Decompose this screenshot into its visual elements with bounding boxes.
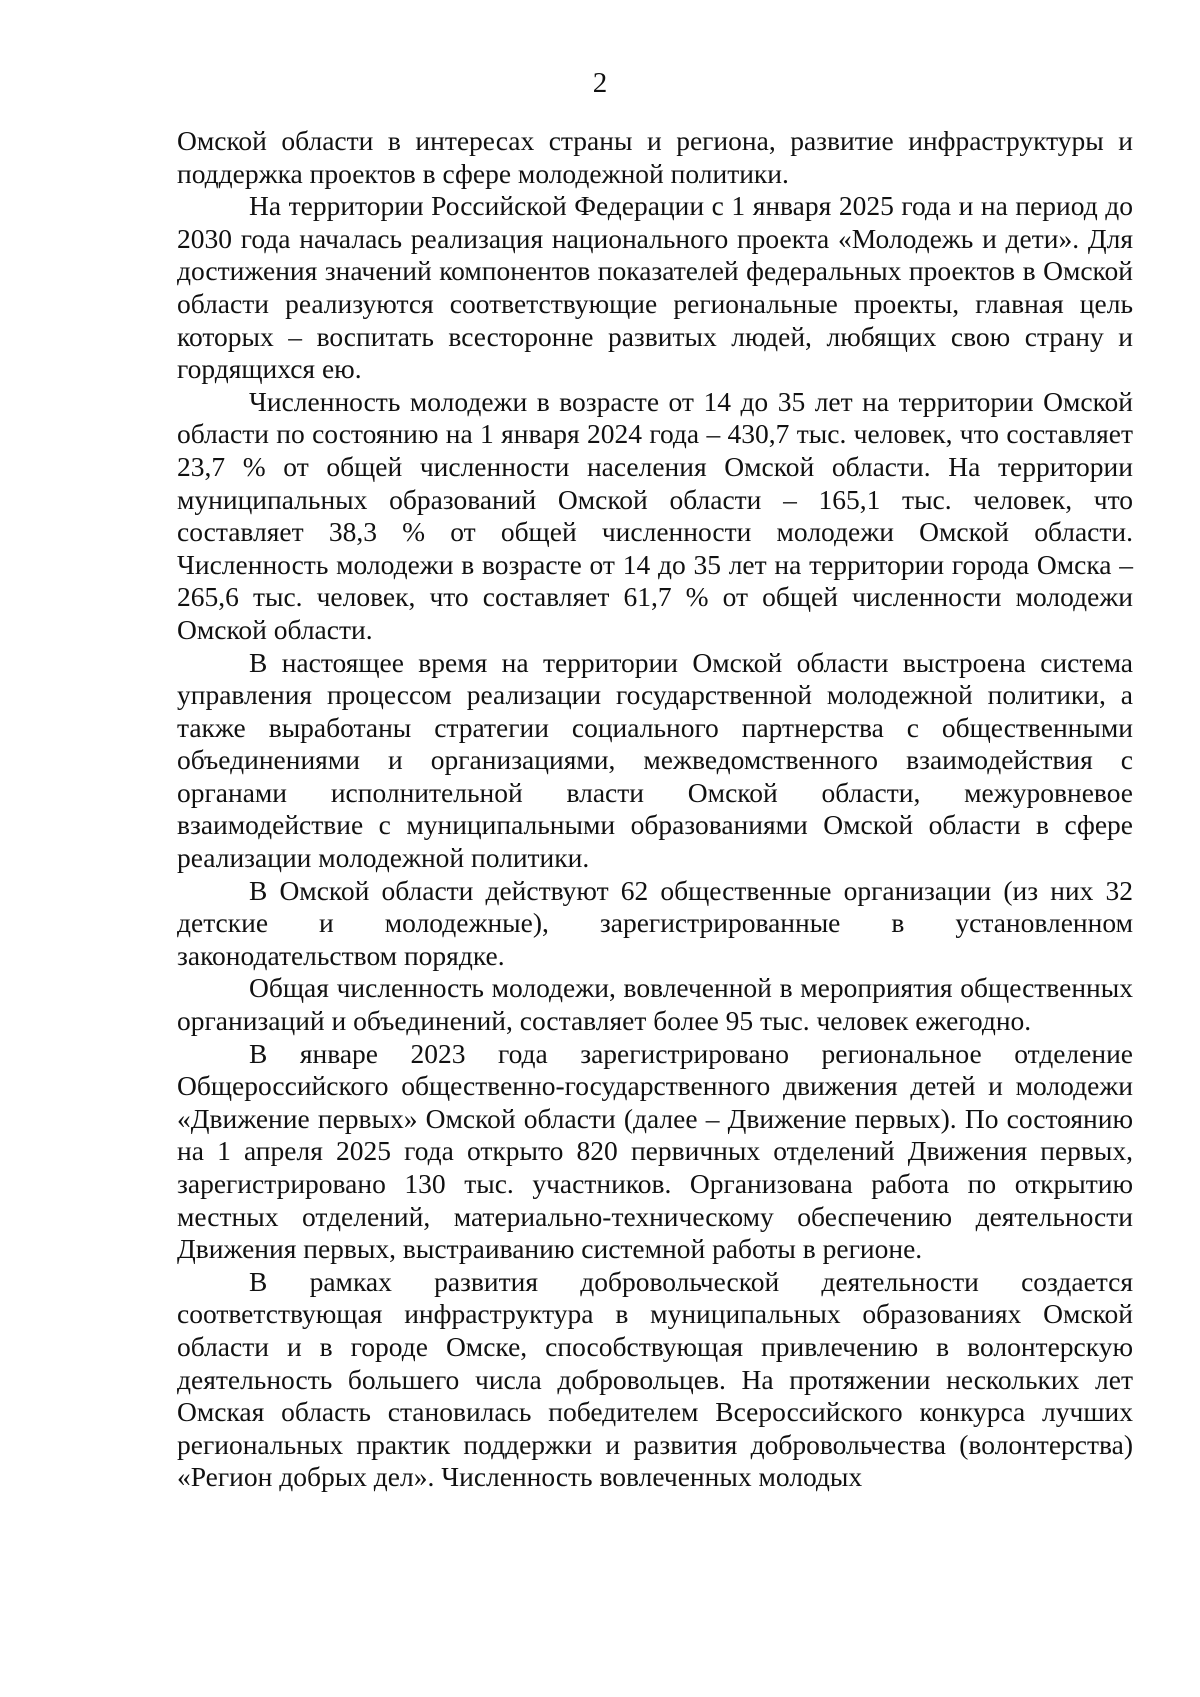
document-body	[177, 125, 1133, 1494]
paragraph-management-system: В настоящее время на территории Омской области выстроена система управления процессом реализации государственной молодежной политики, а также выработаны стратегии социального партнерства с общественными объединениями и организациями, межведомственного взаимодействия с органами исполнительной власти Омской области, межуровневое взаимодействие с муниципальными образованиями Омской области в сфере реализации молодежной политики.	[177, 646, 1133, 874]
paragraph-youth-population: Численность молодежи в возрасте от 14 до 35 лет на территории Омской области по состоянию на 1 января 2024 года – 430,7 тыс. человек, что составляет 23,7 % от общей численности населения Омской области. На территории муниципальных образований Омской области – 165,1 тыс. человек, что составляет 38,3 % от общей численности молодежи Омской области. Численность молодежи в возрасте от 14 до 35 лет на территории города Омска – 265,6 тыс. человек, что составляет 61,7 % от общей численности молодежи Омской области.	[177, 385, 1133, 645]
page-number: 2	[592, 67, 608, 99]
paragraph-1-continuation: Омской области в интересах страны и региона, развитие инфраструктуры и поддержка проектов в сфере молодежной политики.	[177, 125, 1133, 189]
paragraph-youth-involvement: Общая численность молодежи, вовлеченной в мероприятия общественных организаций и объединений, составляет более 95 тыс. человек ежегодно.	[177, 972, 1133, 1037]
paragraph-national-project: На территории Российской Федерации с 1 января 2025 года и на период до 2030 года началась реализация национального проекта «Молодежь и дети». Для достижения значений компонентов показателей федеральных проектов в Омской области реализуются соответствующие региональные проекты, главная цель которых – воспитать всесторонне развитых людей, любящих свою страну и гордящихся ею.	[177, 190, 1133, 385]
paragraph-movement-of-the-first: В январе 2023 года зарегистрировано региональное отделение Общероссийского общественно-государственного движения детей и молодежи «Движение первых» Омской области (далее – Движение первых). По состоянию на 1 апреля 2025 года открыто 820 первичных отделений Движения первых, зарегистрировано 130 тыс. участников. Организована работа по открытию местных отделений, материально-техническому обеспечению деятельности Движения первых, выстраиванию системной работы в регионе.	[177, 1037, 1133, 1265]
paragraph-volunteering: В рамках развития добровольческой деятельности создается соответствующая инфраструктура в муниципальных образованиях Омской области и в городе Омске, способствующая привлечению в волонтерскую деятельность большего числа добровольцев. На протяжении нескольких лет Омская область становилась победителем Всероссийского конкурса лучших региональных практик поддержки и развития добровольчества (волонтерства) «Регион добрых дел». Численность вовлеченных молодых	[177, 1265, 1133, 1493]
paragraph-public-organizations: В Омской области действуют 62 общественные организации (из них 32 детские и молодежные), зарегистрированные в установленном законодательством порядке.	[177, 874, 1133, 971]
